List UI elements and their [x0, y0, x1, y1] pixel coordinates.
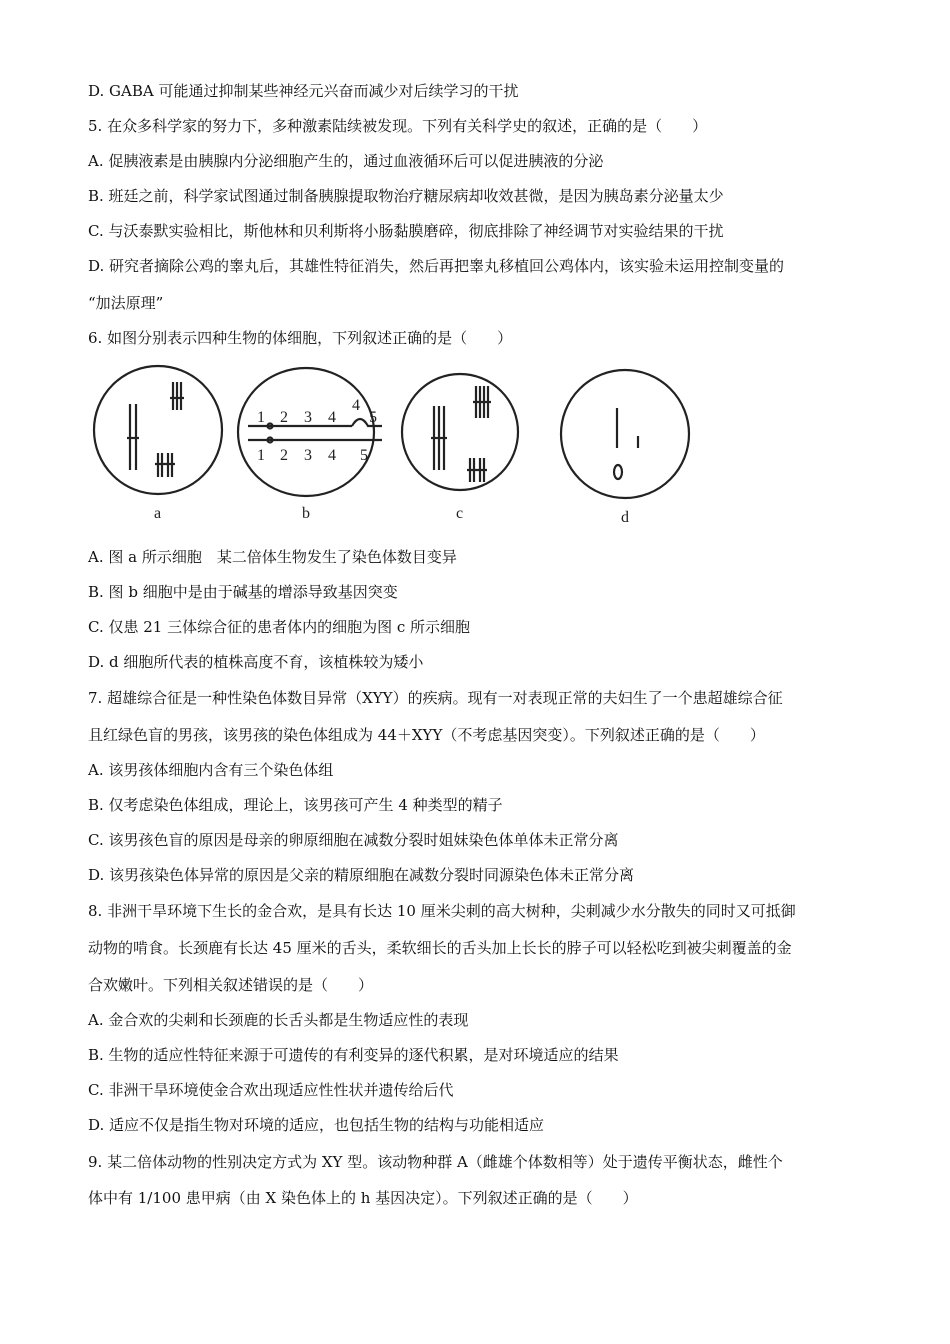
question-8-stem-cont2: 合欢嫩叶。下列相关叙述错误的是（ ）	[88, 976, 374, 994]
b-top-number-5: 5	[369, 409, 377, 426]
b-bottom-number-4: 4	[328, 447, 336, 464]
cell-c	[402, 374, 518, 490]
question-9-stem-cont: 体中有 1/100 患甲病（由 X 染色体上的 h 基因决定）。下列叙述正确的是（ ）	[88, 1189, 638, 1207]
option-8d: D. 适应不仅是指生物对环境的适应，也包括生物的结构与功能相适应	[88, 1116, 545, 1134]
option-7b: B. 仅考虑染色体组成，理论上，该男孩可产生 4 种类型的精子	[88, 796, 503, 814]
b-top-number-4b: 4	[352, 397, 360, 414]
option-8c: C. 非洲干旱环境使金合欢出现适应性性状并遗传给后代	[88, 1081, 454, 1099]
option-5d-cont: “加法原理”	[88, 294, 164, 312]
b-bottom-number-1: 1	[257, 447, 265, 464]
label-a: a	[154, 505, 162, 522]
b-bottom-number-5: 5	[360, 447, 368, 464]
b-top-number-1: 1	[257, 409, 265, 426]
b-top-number-2: 2	[280, 409, 288, 426]
option-8a: A. 金合欢的尖刺和长颈鹿的长舌头都是生物适应性的表现	[88, 1011, 469, 1029]
label-c: c	[456, 505, 464, 522]
option-6d: D. d 细胞所代表的植株高度不育，该植株较为矮小	[88, 653, 424, 671]
option-6c: C. 仅患 21 三体综合征的患者体内的细胞为图 c 所示细胞	[88, 618, 471, 636]
cell-b	[238, 368, 382, 496]
b-top-number-3: 3	[304, 409, 312, 426]
option-6b: B. 图 b 细胞中是由于碱基的增添导致基因突变	[88, 583, 398, 601]
b-bottom-number-3: 3	[304, 447, 312, 464]
option-7a: A. 该男孩体细胞内含有三个染色体组	[88, 761, 334, 779]
option-7d: D. 该男孩染色体异常的原因是父亲的精原细胞在减数分裂时同源染色体未正常分离	[88, 866, 635, 884]
question-7-stem-cont: 且红绿色盲的男孩，该男孩的染色体组成为 44＋XYY（不考虑基因突变）。下列叙述正确的是（ ）	[88, 726, 765, 744]
chromosome-figure	[90, 360, 700, 530]
label-b: b	[302, 505, 310, 522]
question-8-stem: 8. 非洲干旱环境下生长的金合欢，是具有长达 10 厘米尖刺的高大树种，尖刺减少水分散失的同时又可抵御	[88, 902, 796, 920]
cell-d	[561, 370, 689, 498]
question-6-stem: 6. 如图分别表示四种生物的体细胞，下列叙述正确的是（ ）	[88, 329, 513, 347]
option-5a: A. 促胰液素是由胰腺内分泌细胞产生的，通过血液循环后可以促进胰液的分泌	[88, 152, 604, 170]
question-8-stem-cont1: 动物的啃食。长颈鹿有长达 45 厘米的舌头，柔软细长的舌头加上长长的脖子可以轻松吃到被尖刺覆盖的金	[88, 939, 792, 957]
label-d: d	[621, 509, 629, 526]
option-5b: B. 班廷之前，科学家试图通过制备胰腺提取物治疗糖尿病却收效甚微，是因为胰岛素分泌量太少	[88, 187, 724, 205]
option-6a: A. 图 a 所示细胞 某二倍体生物发生了染色体数目变异	[88, 548, 457, 566]
question-5-stem: 5. 在众多科学家的努力下，多种激素陆续被发现。下列有关科学史的叙述，正确的是（ ）	[88, 117, 708, 135]
cell-a	[94, 366, 222, 494]
b-top-number-4: 4	[328, 409, 336, 426]
question-9-stem: 9. 某二倍体动物的性别决定方式为 XY 型。该动物种群 A（雌雄个体数相等）处于遗传平衡状态，雌性个	[88, 1153, 783, 1171]
option-4d: D. GABA 可能通过抑制某些神经元兴奋而减少对后续学习的干扰	[88, 82, 519, 100]
b-bottom-number-2: 2	[280, 447, 288, 464]
option-5d: D. 研究者摘除公鸡的睾丸后，其雄性特征消失，然后再把睾丸移植回公鸡体内，该实验未运用控制变量的	[88, 257, 785, 275]
question-7-stem: 7. 超雄综合征是一种性染色体数目异常（XYY）的疾病。现有一对表现正常的夫妇生了一个患超雄综合征	[88, 689, 783, 707]
option-5c: C. 与沃泰默实验相比，斯他林和贝利斯将小肠黏膜磨碎，彻底排除了神经调节对实验结果的干扰	[88, 222, 724, 240]
option-7c: C. 该男孩色盲的原因是母亲的卵原细胞在减数分裂时姐妹染色体单体未正常分离	[88, 831, 619, 849]
option-8b: B. 生物的适应性特征来源于可遗传的有利变异的逐代积累，是对环境适应的结果	[88, 1046, 619, 1064]
